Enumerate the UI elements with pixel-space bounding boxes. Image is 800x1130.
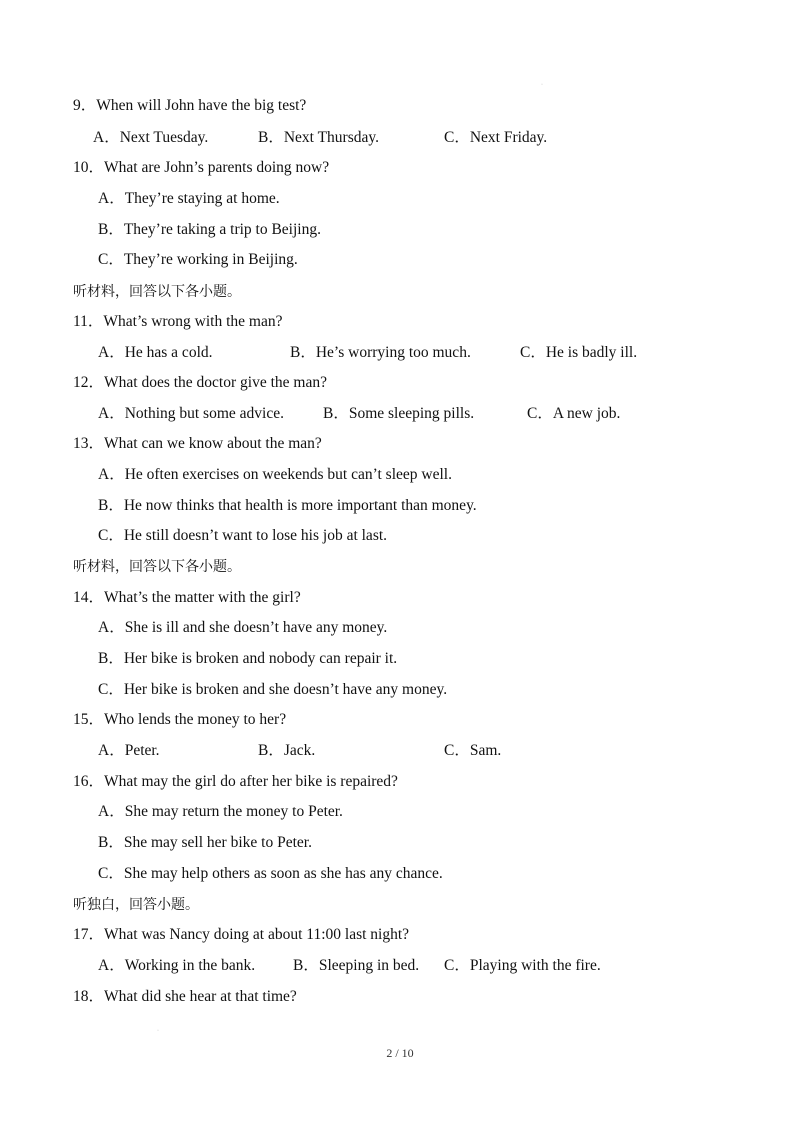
question-text: 16．What may the girl do after her bike is repaired? (73, 773, 398, 790)
answer-option: A．He has a cold. (98, 344, 213, 361)
answer-option: C．Playing with the fire. (444, 957, 601, 974)
section-instruction: 听材料，回答以下各小题。 (73, 559, 241, 575)
question-text: 12．What does the doctor give the man? (73, 374, 327, 391)
answer-option: C．Sam. (444, 742, 502, 759)
question-text: 10．What are John’s parents doing now? (73, 159, 330, 176)
answer-option: A．Nothing but some advice. (98, 405, 284, 422)
answer-option: B．Some sleeping pills. (323, 405, 475, 422)
page-number: 2 / 10 (386, 1046, 414, 1060)
answer-option: C．Next Friday. (444, 129, 548, 146)
question-text: 17．What was Nancy doing at about 11:00 last night? (73, 926, 410, 943)
section-instruction: 听独白，回答小题。 (73, 897, 199, 913)
answer-option: A．Next Tuesday. (93, 129, 209, 146)
scan-speck: · (157, 1028, 159, 1034)
answer-option: A．He often exercises on weekends but can’t sleep well. (98, 466, 452, 483)
answer-option: B．He now thinks that health is more important than money. (98, 497, 477, 514)
answer-option: A．Working in the bank. (98, 957, 256, 974)
scan-speck: · (541, 82, 543, 88)
section-instruction: 听材料，回答以下各小题。 (73, 284, 241, 300)
answer-option: A．She may return the money to Peter. (98, 803, 343, 820)
answer-option: A．Peter. (98, 742, 160, 759)
question-text: 18．What did she hear at that time? (73, 988, 297, 1005)
answer-option: B．Jack. (258, 742, 316, 759)
answer-option: C．Her bike is broken and she doesn’t have any money. (98, 681, 448, 698)
answer-option: B．He’s worrying too much. (290, 344, 471, 361)
answer-option: B．They’re taking a trip to Beijing. (98, 221, 321, 238)
answer-option: B．Her bike is broken and nobody can repair it. (98, 650, 398, 667)
question-text: 11．What’s wrong with the man? (73, 313, 283, 330)
question-text: 14．What’s the matter with the girl? (73, 589, 301, 606)
answer-option: A．She is ill and she doesn’t have any money. (98, 619, 388, 636)
answer-option: B．Sleeping in bed. (293, 957, 420, 974)
answer-option: C．She may help others as soon as she has any chance. (98, 865, 443, 882)
answer-option: B．Next Thursday. (258, 129, 379, 146)
question-text: 13．What can we know about the man? (73, 435, 322, 452)
answer-option: C．He is badly ill. (520, 344, 638, 361)
question-text: 9．When will John have the big test? (73, 97, 307, 114)
question-text: 15．Who lends the money to her? (73, 711, 287, 728)
answer-option: A．They’re staying at home. (98, 190, 280, 207)
answer-option: C．They’re working in Beijing. (98, 251, 298, 268)
answer-option: C．He still doesn’t want to lose his job at last. (98, 527, 388, 544)
answer-option: C．A new job. (527, 405, 621, 422)
answer-option: B．She may sell her bike to Peter. (98, 834, 312, 851)
